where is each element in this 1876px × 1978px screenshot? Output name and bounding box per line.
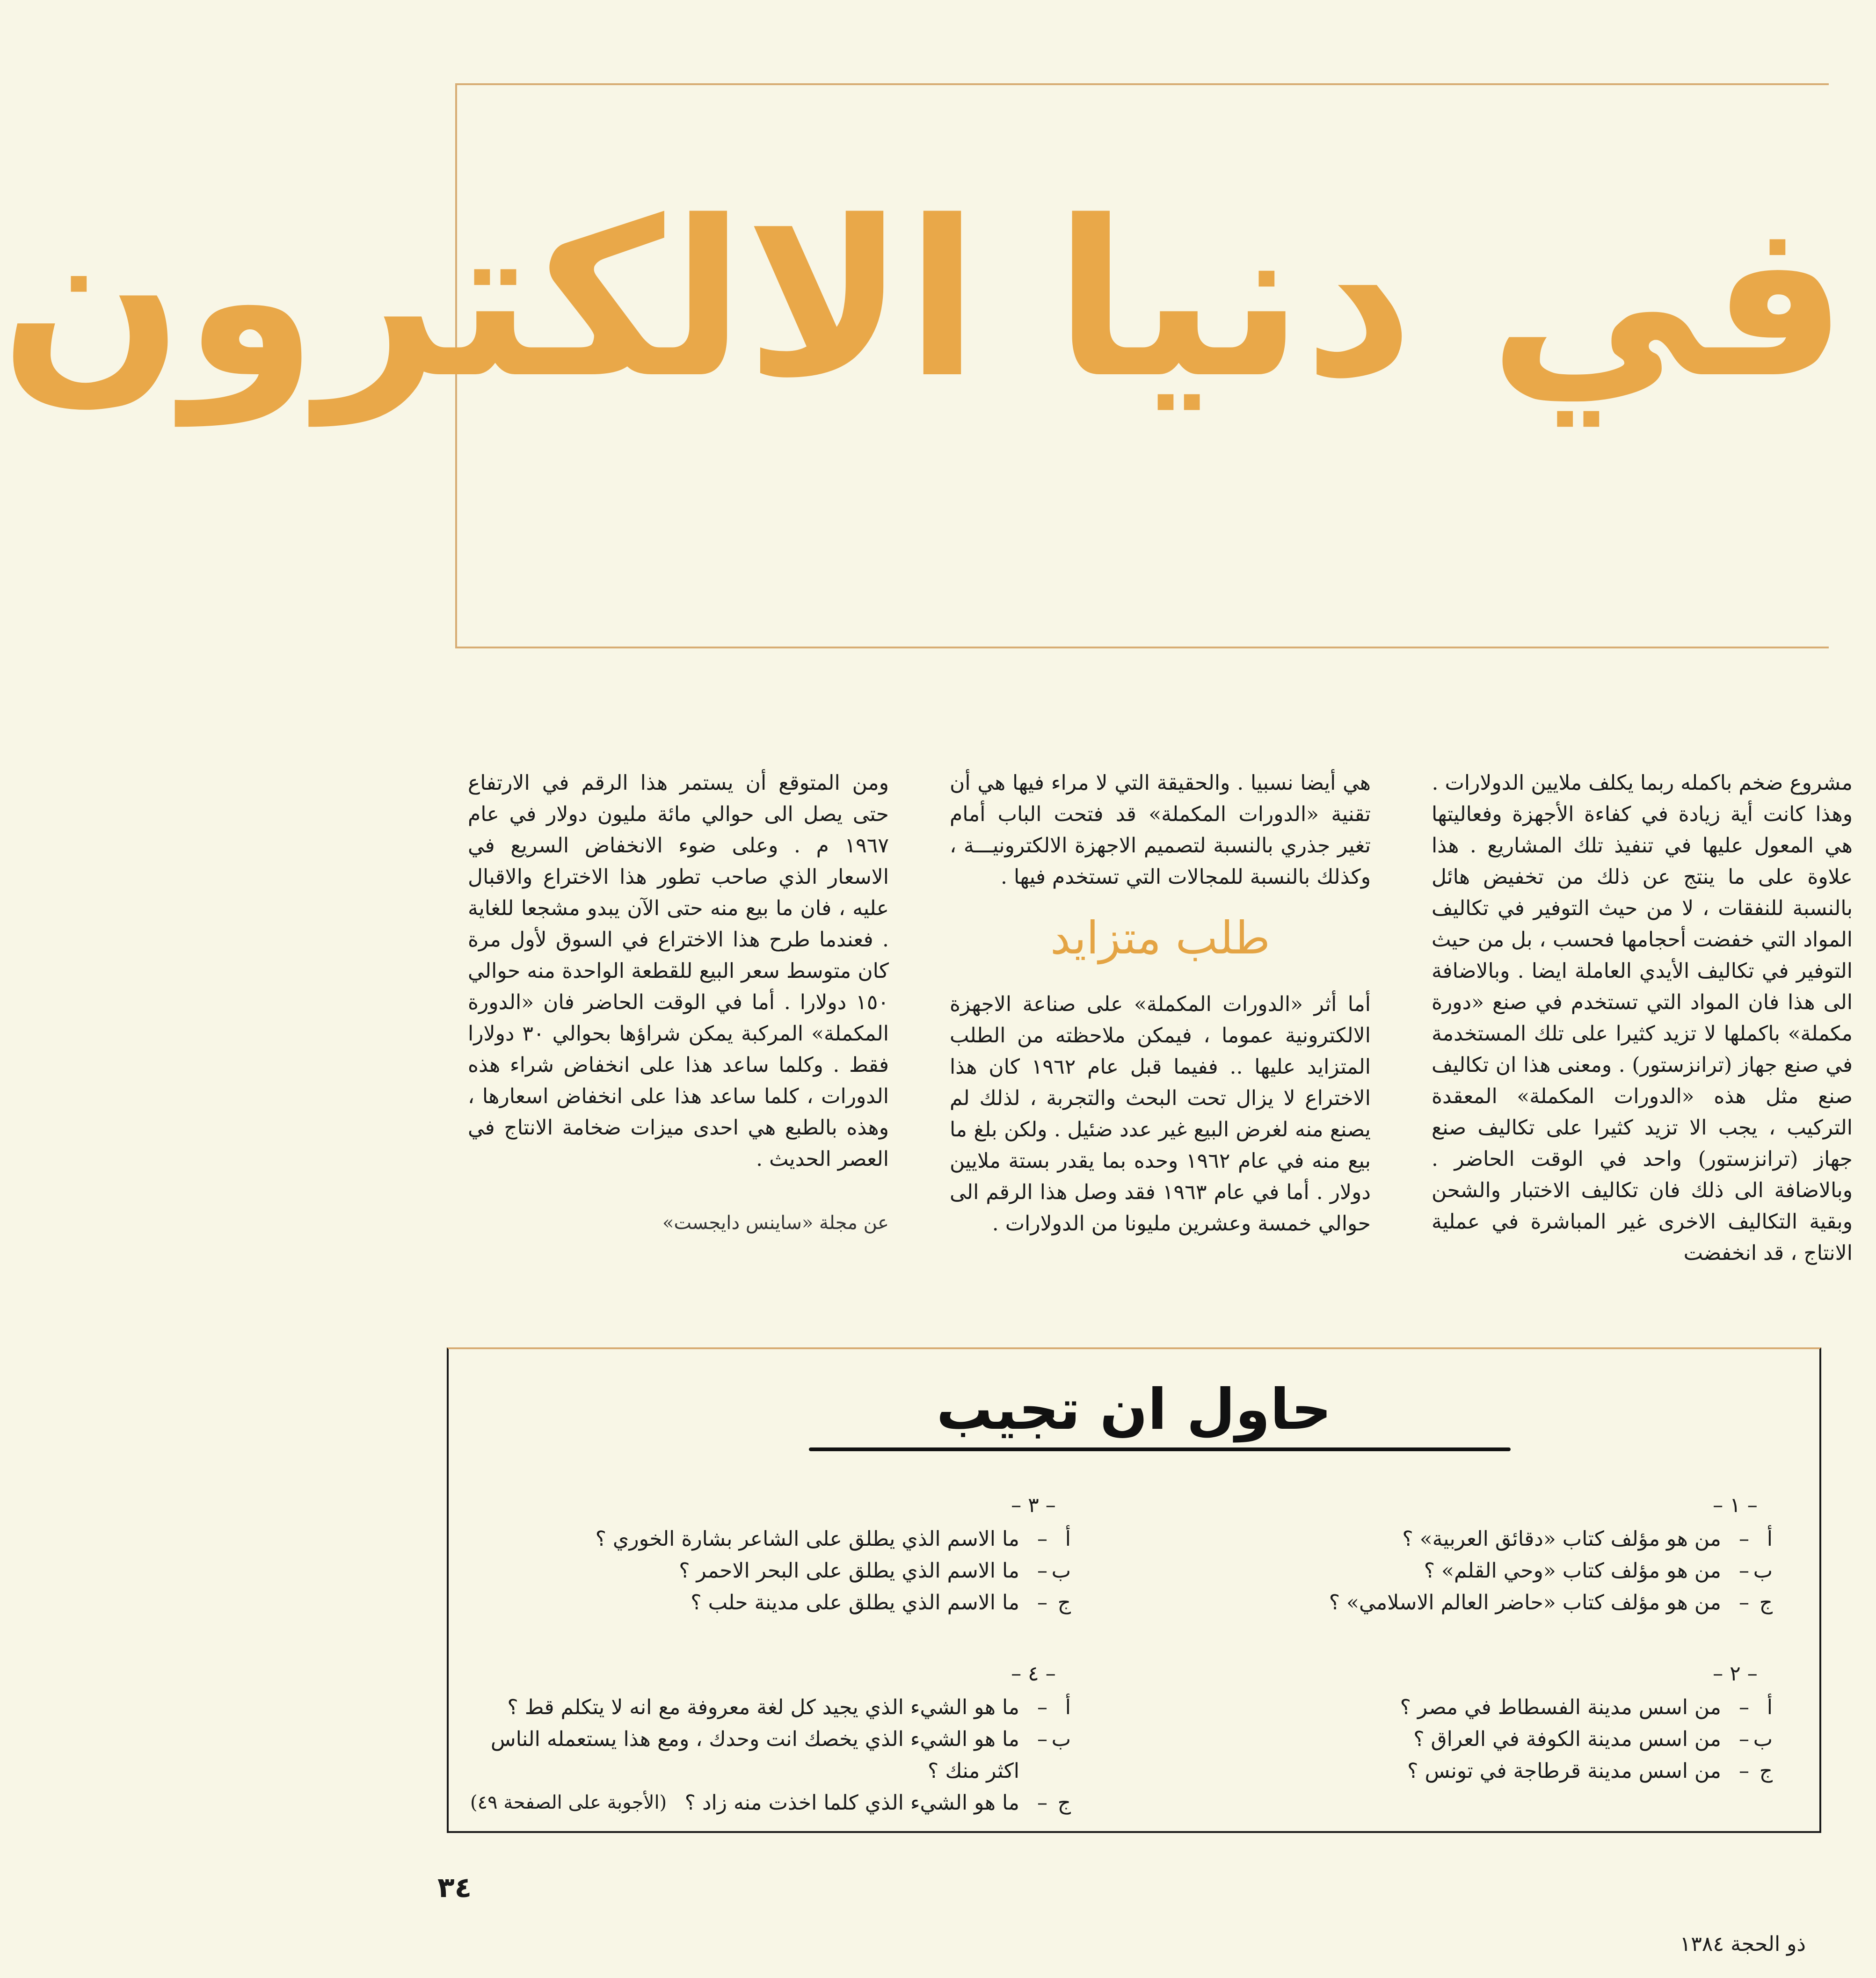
quiz-group-3 — [463, 1490, 1071, 1619]
article-paragraph: مشروع ضخم باكمله ربما يكلف ملايين الدولارات . — [1432, 771, 1853, 795]
question-letter: أ — [1065, 1695, 1071, 1719]
question-text: ما هو الشيء الذي يخصك انت وحدك ، ومع هذا يستعمله الناس اكثر منك ؟ — [490, 1727, 1019, 1783]
question-letter: ج — [1057, 1591, 1071, 1614]
quiz-group-number: – ٢ – — [1713, 1662, 1758, 1686]
question-text: ما الاسم الذي يطلق على مدينة حلب ؟ — [691, 1591, 1019, 1614]
article-column-right — [1432, 767, 1853, 1269]
quiz-question: ب – ما هو الشيء الذي يخصك انت وحدك ، ومع هذا يستعمله الناس اكثر منك ؟ — [463, 1723, 1071, 1787]
question-text: ما هو الشيء الذي كلما اخذت منه زاد ؟ — [684, 1791, 1019, 1815]
quiz-question: ج – من هو مؤلف كتاب «حاضر العالم الاسلامي» ؟ — [1164, 1587, 1773, 1619]
question-letter: ج — [1759, 1759, 1773, 1783]
quiz-question: أ – ما الاسم الذي يطلق على الشاعر بشارة الخوري ؟ — [463, 1523, 1071, 1555]
question-text: من اسس مدينة الكوفة في العراق ؟ — [1413, 1727, 1721, 1751]
article-title: في دنيا الالكترون — [0, 175, 1847, 425]
quiz-group-number: – ٣ – — [1011, 1493, 1056, 1517]
quiz-group-1 — [1164, 1490, 1773, 1619]
quiz-question: ج – من اسس مدينة قرطاجة في تونس ؟ — [1164, 1755, 1773, 1787]
article-column-left — [468, 767, 889, 1239]
question-letter: ب — [1753, 1727, 1773, 1751]
question-text: من هو مؤلف كتاب «وحي القلم» ؟ — [1424, 1559, 1721, 1583]
question-text: ما الاسم الذي يطلق على الشاعر بشارة الخوري ؟ — [595, 1527, 1019, 1551]
quiz-group-2 — [1164, 1658, 1773, 1787]
question-letter: أ — [1065, 1527, 1071, 1551]
quiz-title: حاول ان تجيب — [936, 1377, 1332, 1442]
question-text: من اسس مدينة الفسطاط في مصر ؟ — [1400, 1695, 1721, 1719]
question-letter: ب — [1051, 1559, 1071, 1583]
question-letter: ج — [1057, 1791, 1071, 1815]
quiz-group-number: – ٤ – — [1011, 1662, 1056, 1686]
quiz-question: ج – ما هو الشيء الذي كلما اخذت منه زاد ؟ — [463, 1787, 1071, 1819]
quiz-question: أ – من اسس مدينة الفسطاط في مصر ؟ — [1164, 1692, 1773, 1723]
quiz-question: ج – ما الاسم الذي يطلق على مدينة حلب ؟ — [463, 1587, 1071, 1619]
question-text: من اسس مدينة قرطاجة في تونس ؟ — [1407, 1759, 1721, 1783]
question-letter: أ — [1767, 1527, 1773, 1551]
question-text: ما الاسم الذي يطلق على البحر الاحمر ؟ — [679, 1559, 1019, 1583]
article-paragraph: وهذا كانت أية زيادة في كفاءة الأجهزة وفعاليتها هي المعول عليها في تنفيذ تلك المشاريع . هذا علاوة على ما ينتج عن ذلك من تخفيض هائل بالنسبة للنفقات ، لا من حيث التوفير في تكاليف المواد التي خفضت أحجامها فحسب ، بل من حيث التوفير في تكاليف الأيدي العاملة ايضا . وبالاضافة الى هذا فان المواد التي تستخدم في صنع «دورة مكملة» باكملها لا تزيد كثيرا على تلك المستخدمة في صنع جهاز (ترانزستور) . ومعنى هذا ان تكاليف صنع مثل هذه «الدورات المكملة» المعقدة التركيب ، يجب الا تزيد كثيرا على تكاليف صنع جهاز (ترانزستور) واحد في الوقت الحاضر . وبالاضافة الى ذلك فان تكاليف الاختبار والشحن وبقية التكاليف الاخرى غير المباشرة في عملية الانتاج ، قد انخفضت — [1432, 802, 1853, 1265]
section-subheading: طلب متزايد — [1050, 912, 1271, 964]
article-source: عن مجلة «ساينس دايجست» — [662, 1212, 889, 1234]
quiz-question: ب – من اسس مدينة الكوفة في العراق ؟ — [1164, 1723, 1773, 1755]
quiz-box — [447, 1347, 1821, 1833]
question-letter: ج — [1759, 1591, 1773, 1614]
question-text: من هو مؤلف كتاب «حاضر العالم الاسلامي» ؟ — [1329, 1591, 1721, 1614]
page-number: ٣٤ — [437, 1871, 472, 1904]
issue-date: ذو الحجة ١٣٨٤ — [1680, 1932, 1806, 1956]
article-paragraph: أما أثر «الدورات المكملة» على صناعة الاجهزة الالكترونية عموما ، فيمكن ملاحظته من الطلب المتزايد عليها .. ففيما قبل عام ١٩٦٢ كان هذا الاختراع لا يزال تحت البحث والتجربة ، لذلك لم يصنع منه لغرض البيع غير عدد ضئيل . ولكن بلغ ما بيع منه في عام ١٩٦٢ وحده بما يقدر بستة ملايين دولار . أما في عام ١٩٦٣ فقد وصل هذا الرقم الى حوالي خمسة وعشرين مليونا من الدولارات . — [950, 992, 1371, 1236]
question-letter: ب — [1753, 1559, 1773, 1583]
question-text: ما هو الشيء الذي يجيد كل لغة معروفة مع انه لا يتكلم قط ؟ — [507, 1695, 1019, 1719]
quiz-question: ب – من هو مؤلف كتاب «وحي القلم» ؟ — [1164, 1555, 1773, 1587]
answers-note: (الأجوبة على الصفحة ٤٩) — [470, 1792, 667, 1813]
question-letter: أ — [1767, 1695, 1773, 1719]
quiz-title-underline — [809, 1447, 1511, 1451]
title-frame — [0, 83, 1847, 648]
question-text: من هو مؤلف كتاب «دقائق العربية» ؟ — [1402, 1527, 1721, 1551]
article-paragraph: ومن المتوقع أن يستمر هذا الرقم في الارتفاع حتى يصل الى حوالي مائة مليون دولار في عام ١٩٦٧ م . وعلى ضوء الانخفاض السريع في الاسعار الذي صاحب تطور هذا الاختراع والاقبال عليه ، فان ما بيع منه حتى الآن يبدو مشجعا للغاية . فعندما طرح هذا الاختراع في السوق لأول مرة كان متوسط سعر البيع للقطعة الواحدة منه حوالي ١٥٠ دولارا . أما في الوقت الحاضر فان «الدورة المكملة» المركبة يمكن شراؤها بحوالي ٣٠ دولارا فقط . وكلما ساعد هذا على انخفاض شراء هذه الدورات ، كلما ساعد هذا على انخفاض اسعارها ، وهذه بالطبع هي احدى ميزات ضخامة الانتاج في العصر الحديث . — [468, 771, 889, 1171]
quiz-question: أ – ما هو الشيء الذي يجيد كل لغة معروفة مع انه لا يتكلم قط ؟ — [463, 1692, 1071, 1723]
quiz-question: أ – من هو مؤلف كتاب «دقائق العربية» ؟ — [1164, 1523, 1773, 1555]
quiz-group-number: – ١ – — [1713, 1493, 1758, 1517]
quiz-question: ب – ما الاسم الذي يطلق على البحر الاحمر ؟ — [463, 1555, 1071, 1587]
article-paragraph: هي أيضا نسبيا . والحقيقة التي لا مراء فيها هي أن تقنية «الدورات المكملة» قد فتحت الباب أمام تغير جذري بالنسبة لتصميم الاجهزة الالكترونيـــة ، وكذلك بالنسبة للمجالات التي تستخدم فيها . — [950, 771, 1371, 889]
question-letter: ب — [1051, 1727, 1071, 1751]
article-column-middle — [950, 767, 1371, 1239]
